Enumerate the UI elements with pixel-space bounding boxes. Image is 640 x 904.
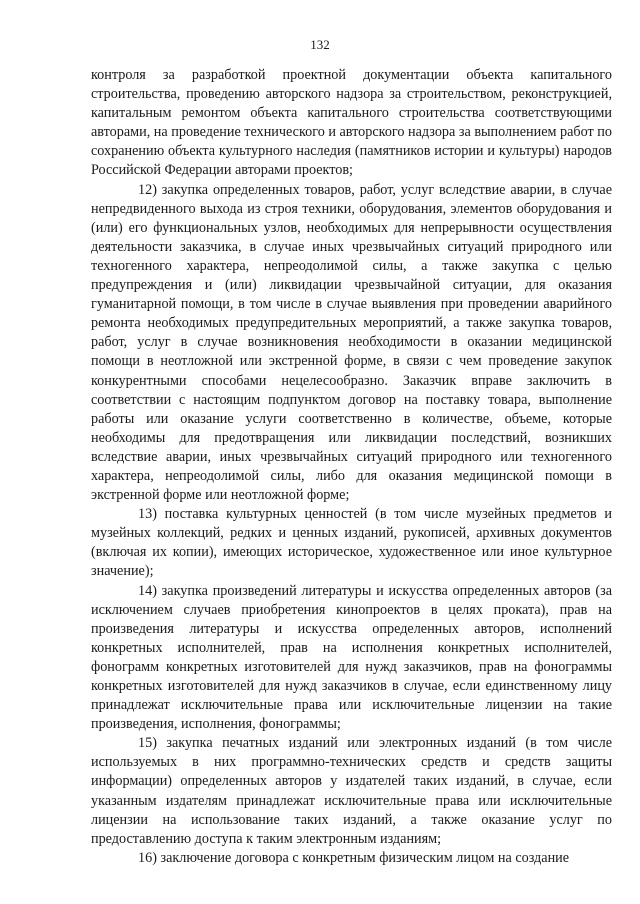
paragraph-item-13: 13) поставка культурных ценностей (в том числе музейных предметов и музейных коллекций, редких и ценных изданий, рукописей, архивных документов (включая их копии), имеющих историческое, художественное или иное культурное значение); — [91, 506, 612, 580]
page-number: 132 — [310, 37, 330, 52]
paragraph-item-15: 15) закупка печатных изданий или электронных изданий (в том числе используемых в них программно-технических средств и средств защиты информации) определенных авторов у издателей таких изданий, в случае, если указанным издателям принадлежат исключительные права или исключительные лицензии на использование таких изданий, а также оказание услуг по предоставлению доступа к таким электронным изданиям; — [91, 735, 612, 847]
paragraph-continuation: контроля за разработкой проектной документации объекта капитального строительства, проведению авторского надзора за строительством, реконструкцией, капитальным ремонтом объекта капитального строительства соответствующими авторами, на проведение технического и авторского надзора за выполнением работ по сохранению объекта культурного наследия (памятников истории и культуры) народов Российской Федерации авторами проектов; — [91, 67, 612, 179]
paragraph-item-12: 12) закупка определенных товаров, работ, услуг вследствие аварии, в случае непредвиденного выхода из строя техники, оборудования, элементов оборудования и (или) его функциональных узлов, необходимых для непрерывности осуществления деятельности заказчика, в случае иных чрезвычайных ситуаций природного или техногенного характера, непреодолимой силы, а также закупка с целью предупреждения и (или) ликвидации чрезвычайной ситуации, для оказания гуманитарной помощи, в том числе в случае выявления при проведении аварийного ремонта необходимых предупредительных мероприятий, а также закупка товаров, работ, услуг в случае возникновения необходимости в оказании медицинской помощи в неотложной или экстренной форме, в связи с чем проведение закупок конкурентными способами нецелесообразно. Заказчик вправе заключить в соответствии с настоящим подпунктом договор на поставку товара, выполнение работы или оказание услуги соответственно в количестве, объеме, которые необходимы для предотвращения или ликвидации последствий, возникших вследствие аварии, иных чрезвычайных ситуаций природного или техногенного характера, непреодолимой силы, либо для оказания медицинской помощи в экстренной форме или неотложной форме; — [91, 181, 612, 504]
paragraph-item-14: 14) закупка произведений литературы и искусства определенных авторов (за исключением случаев приобретения кинопроектов в целях проката), прав на произведения литературы и искусства определенных авторов, исполнений конкретных исполнителей, прав на исполнения конкретных исполнителей, фонограмм конкретных изготовителей для нужд заказчиков, прав на фонограммы конкретных изготовителей для нужд заказчиков в случае, если единственному лицу принадлежат исключительные права или исключительные лицензии на такие произведения, исполнения, фонограммы; — [91, 582, 612, 733]
document-body — [91, 66, 612, 868]
paragraph-item-16: 16) заключение договора с конкретным физическим лицом на создание — [138, 849, 570, 866]
